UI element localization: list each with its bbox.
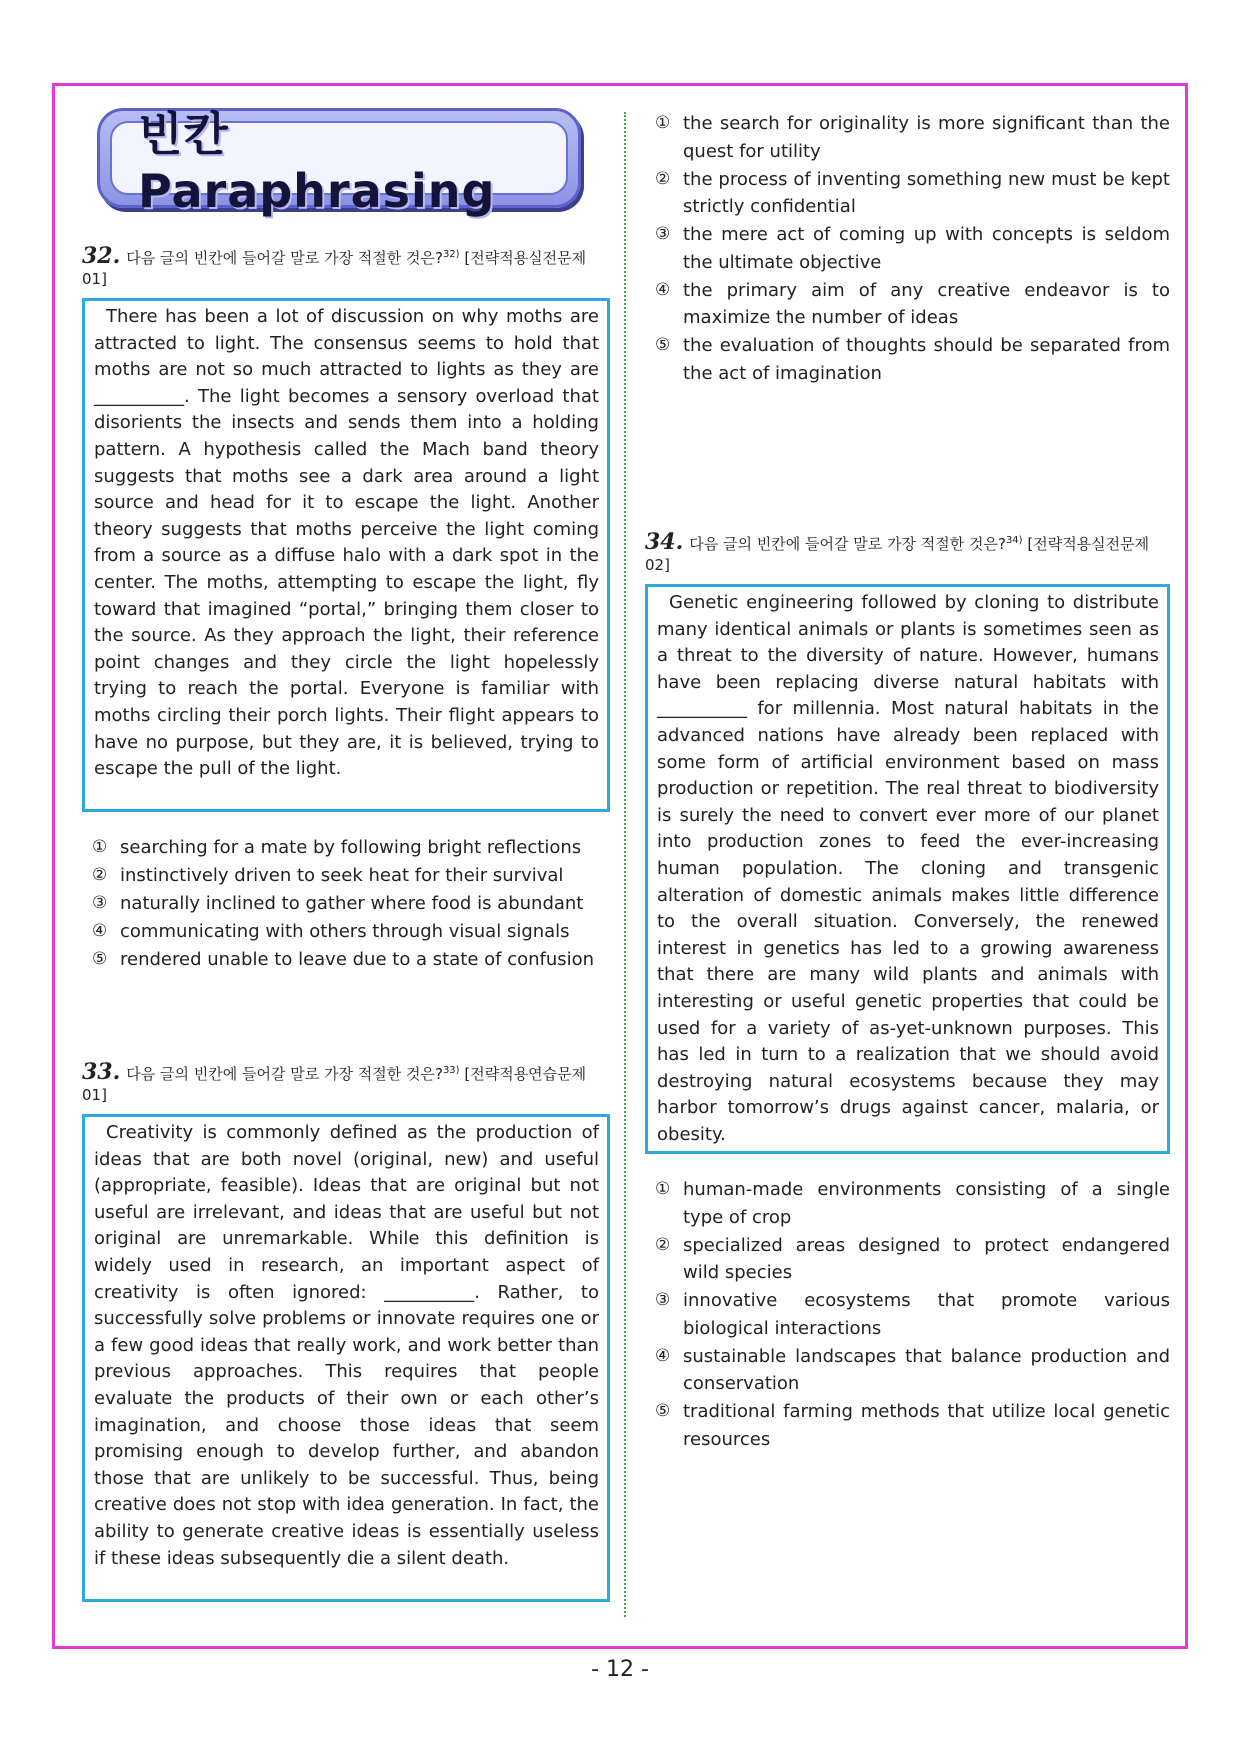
question-32 [82,244,610,290]
choice-1[interactable] [655,110,1170,165]
answer-choices [92,834,610,974]
question-source: [전략적용연습문제01] [82,1065,587,1104]
question-header [82,1060,610,1106]
section-title-inner [110,107,568,218]
choice-number: ② [655,168,671,189]
choice-3[interactable] [655,221,1170,276]
choice-1[interactable] [655,1176,1170,1231]
passage-text: There has been a lot of discussion on why moths are attracted to light. The consensus seems to hold that moths are not so much attracted to lights as they are __________. The light becomes a sensory overload that disorients the insects and sends them into a holding pattern. A hypothesis called the Mach band theory suggests that moths see a dark area around a light source and head for it to escape the light. Another theory suggests that moths perceive the light coming from a source as a diffuse halo with a dark spot in the center. The moths, attempting to escape the light, fly toward that imagined “portal,” bringing them closer to the source. As they approach the light, their reference point changes and they circle the light hopelessly trying to reach the portal. Everyone is familiar with moths circling their porch lights. Their flight appears to have no purpose, but they are, it is believed, trying to escape the pull of the light. [94,306,599,780]
choice-1[interactable] [92,834,610,862]
footnote-ref: 33) [442,1065,460,1076]
choice-5[interactable] [655,332,1170,387]
choice-4[interactable] [655,1343,1170,1398]
choice-text: the mere act of coming up with concepts is seldom the ultimate objective [683,224,1170,273]
choice-3[interactable] [92,890,610,918]
choice-number: ① [655,1179,671,1199]
choice-number: ② [92,865,108,885]
passage-box [645,584,1170,1154]
choice-2[interactable] [92,862,610,890]
choice-text: naturally inclined to gather where food is abundant [120,893,584,914]
choice-number: ⑤ [655,335,671,355]
page-number: - 12 - [591,1657,649,1682]
choice-text: human-made environments consisting of a single type of crop [683,1179,1170,1228]
question-instruction: 다음 글의 빈칸에 들어갈 말로 가장 적절한 것은? [689,535,1006,553]
choice-text: communicating with others through visual signals [120,921,570,942]
choice-text: searching for a mate by following bright reflections [120,837,582,858]
choice-text: innovative ecosystems that promote various biological interactions [683,1290,1170,1339]
choice-5[interactable] [655,1398,1170,1453]
choice-4[interactable] [655,277,1170,332]
question-source: [전략적용실전문제02] [645,535,1150,574]
choice-text: the process of inventing something new must be kept strictly confidential [683,168,1170,217]
answer-choices [655,1176,1170,1454]
question-33 [82,1060,610,1106]
question-header [82,244,610,290]
choice-number: ⑤ [92,949,108,969]
passage-text: Creativity is commonly defined as the production of ideas that are both novel (original, new) and useful (appropriate, feasible). Ideas that are original but not useful are irrelevant, and ideas that are useful but not original are unremarkable. While this definition is widely used in research, an important aspect of creativity is often ignored: __________. Rather, to successfully solve problems or innovate requires one or a few good ideas that really work, and work better than previous approaches. This requires that people evaluate the products of their own or each other’s imagination, and choose those ideas that seem promising enough to develop further, and abandon those that are unlikely to be successful. Thus, being creative does not stop with idea generation. In fact, the ability to generate creative ideas is essentially useless if these ideas subsequently die a silent death. [94,1122,599,1569]
choice-3[interactable] [655,1287,1170,1342]
question-header [645,530,1170,576]
question-number: 34. [645,529,684,555]
passage-box [82,1114,610,1602]
section-title-badge [97,107,581,218]
question-number: 33. [82,1059,121,1085]
footnote-ref: 32) [442,249,460,260]
choice-number: ⑤ [655,1401,671,1421]
choice-5[interactable] [92,946,610,974]
choice-number: ④ [92,921,108,941]
choice-text: sustainable landscapes that balance production and conservation [683,1345,1170,1394]
choice-number: ④ [655,1345,671,1366]
choice-text: the primary aim of any creative endeavor is to maximize the number of ideas [683,279,1170,328]
passage-box [82,298,610,812]
choice-text: rendered unable to leave due to a state of confusion [120,949,595,970]
question-source: [전략적용실전문제01] [82,249,587,288]
question-34 [645,530,1170,576]
choice-text: the search for originality is more significant than the quest for utility [683,113,1170,162]
question-instruction: 다음 글의 빈칸에 들어갈 말로 가장 적절한 것은? [126,1065,443,1083]
choice-number: ③ [92,893,108,913]
choice-number: ④ [655,279,671,300]
column-divider [624,112,626,1617]
section-title: 빈칸 Paraphrasing [138,107,496,218]
answer-choices [655,110,1170,388]
choice-number: ③ [655,224,671,244]
choice-number: ③ [655,1290,671,1310]
choice-text: specialized areas designed to protect endangered wild species [683,1234,1170,1283]
choice-2[interactable] [655,1232,1170,1287]
question-number: 32. [82,243,121,269]
choice-number: ① [92,837,108,857]
footnote-ref: 34) [1005,535,1023,546]
choice-number: ② [655,1234,671,1255]
passage-text: Genetic engineering followed by cloning to distribute many identical animals or plants is sometimes seen as a threat to the diversity of nature. However, humans have been replacing diverse natural habitats with __________ for millennia. Most natural habitats in the advanced nations have already been replaced with some form of artificial environment based on mass production or repetition. The real threat to biodiversity is surely the need to convert ever more of our planet into production zones to feed the ever-increasing human population. The cloning and transgenic alteration of domestic animals makes little difference to the overall situation. Conversely, the renewed interest in genetics has led to a growing awareness that there are many wild plants and animals with interesting or useful genetic properties that could be used for a variety of as-yet-unknown purposes. This has led in turn to a realization that we should avoid destroying natural ecosystems because they may harbor tomorrow’s drugs against cancer, malaria, or obesity. [657,592,1159,1145]
question-instruction: 다음 글의 빈칸에 들어갈 말로 가장 적절한 것은? [126,249,443,267]
choice-text: the evaluation of thoughts should be separated from the act of imagination [683,335,1170,384]
choice-number: ① [655,113,671,133]
choice-text: traditional farming methods that utilize local genetic resources [683,1401,1170,1450]
choice-text: instinctively driven to seek heat for their survival [120,865,564,886]
choice-4[interactable] [92,918,610,946]
choice-2[interactable] [655,166,1170,221]
